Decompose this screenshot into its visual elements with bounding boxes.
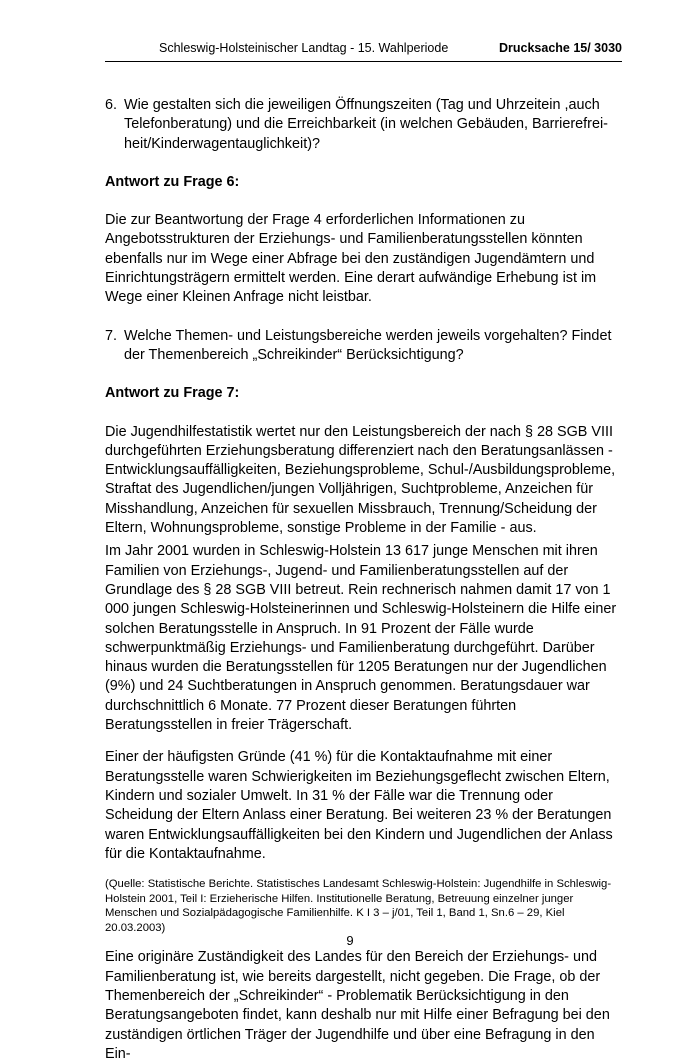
source-citation: (Quelle: Statistische Berichte. Statistisches Landesamt Schleswig-Holstein: Jugendhilfe in Schleswig-Holstein 2001, Teil I: Erzieherische Hilfen. Institutionelle Beratung, Betreuung einzelner junger Menschen und Sozialpädagogische Familienhilfe. K I 3 – j/01, Teil 1, Band 1, Sn.6 – 29, Kiel 20.03.2003) — [105, 878, 612, 934]
answer-7-paragraph-2: Im Jahr 2001 wurden in Schleswig-Holstein 13 617 junge Menschen mit ihren Familien von Erziehungs-, Jugend- und Familienberatungsstellen auf der Grundlage des § 28 SGB VIII betreut. Rein rechnerisch nahmen damit 17 von 1 000 jungen Schleswig-Holsteinerinnen und Schleswig-Holsteinern die Hilfe einer solchen Beratungsstelle in Anspruch. In 91 Prozent der Fälle wurde schwerpunktmäßig Erziehungs- und Familienberatung durchgeführt. Darüber hinaus wurden die Beratungsstellen für 1205 Beratungen nur der Jugendlichen (9%) und 24 Suchtberatungen in Anspruch genommen. Beratungsdauer war durchschnittlich 6 Monate. 77 Prozent dieser Beratungen führten Beratungsstellen in freier Trägerschaft. — [105, 543, 617, 734]
header-divider — [105, 61, 622, 62]
answer-6-heading: Antwort zu Frage 6: — [105, 173, 240, 190]
question-text: Wie gestalten sich die jeweiligen Öffnungszeiten (Tag und Uhrzeitein ,auch Telefonberatung) und die Erreichbarkeit (in welchen Gebäuden, Barrierefrei-heit/Kinderwagentauglichkeit)? — [124, 97, 608, 152]
question-text: Welche Themen- und Leistungsbereiche werden jeweils vorgehalten? Findet der Themenbereich „Schreikinder“ Berücksichtigung? — [124, 327, 612, 363]
page-header — [105, 41, 622, 59]
page-number: 9 — [346, 933, 354, 948]
question-7 — [105, 327, 619, 366]
answer-7-paragraph-4: Eine originäre Zuständigkeit des Landes für den Bereich der Erziehungs- und Familienberatung ist, wie bereits dargestellt, nicht gegeben. Die Frage, ob der Themenbereich der „Schreikinder“ - Problematik Berücksichtigung in den Beratungsangeboten findet, kann deshalb nur mit Hilfe einer Befragung bei den zuständigen örtlichen Träger der Jugendhilfe und über eine Befragung in den Ein- — [105, 949, 610, 1062]
document-body — [105, 96, 619, 1064]
question-number: 6. — [105, 97, 118, 113]
answer-7-heading: Antwort zu Frage 7: — [105, 385, 240, 402]
header-title: Schleswig-Holsteinischer Landtag - 15. Wahlperiode — [159, 41, 449, 55]
answer-7-paragraph-1: Die Jugendhilfestatistik wertet nur den Leistungsbereich der nach § 28 SGB VIII durchgeführten Erziehungsberatung differenziert nach den Beratungsanlässen - Entwicklungsauffälligkeiten, Beziehungsprobleme, Schul-/Ausbildungsprobleme, Straftat des Jugendlichen/jungen Volljährigen, Suchtprobleme, Anzeichen für Misshandlung, Anzeichen für sexuellen Missbrauch, Trennung/Scheidung der Eltern, Wohnungsprobleme, sonstige Probleme in der Familie - aus. — [105, 423, 616, 537]
question-number: 7. — [105, 327, 118, 344]
answer-7-paragraph-3: Einer der häufigsten Gründe (41 %) für die Kontaktaufnahme mit einer Beratungsstelle waren Schwierigkeiten im Beziehungsgeflecht zwischen Eltern, Kindern und sozialer Umwelt. In 31 % der Fälle war die Trennung oder Scheidung der Eltern Anlass einer Beratung. Bei weiteren 23 % der Beratungen waren Entwicklungsauffälligkeiten bei den Kindern und Jugendlichen der Anlass für die Kontaktaufnahme. — [105, 749, 613, 862]
answer-6-text: Die zur Beantwortung der Frage 4 erforderlichen Informationen zu Angebotsstrukturen der Erziehungs- und Familienberatungsstellen könnten ebenfalls nur im Wege einer Abfrage bei den zuständigen Jugendämtern und Einrichtungsträgern ermittelt werden. Eine derart aufwändige Erhebung ist im Wege einer Kleinen Anfrage nicht leistbar. — [105, 212, 597, 306]
document-number: Drucksache 15/ 3030 — [498, 41, 622, 55]
question-6 — [105, 96, 619, 154]
